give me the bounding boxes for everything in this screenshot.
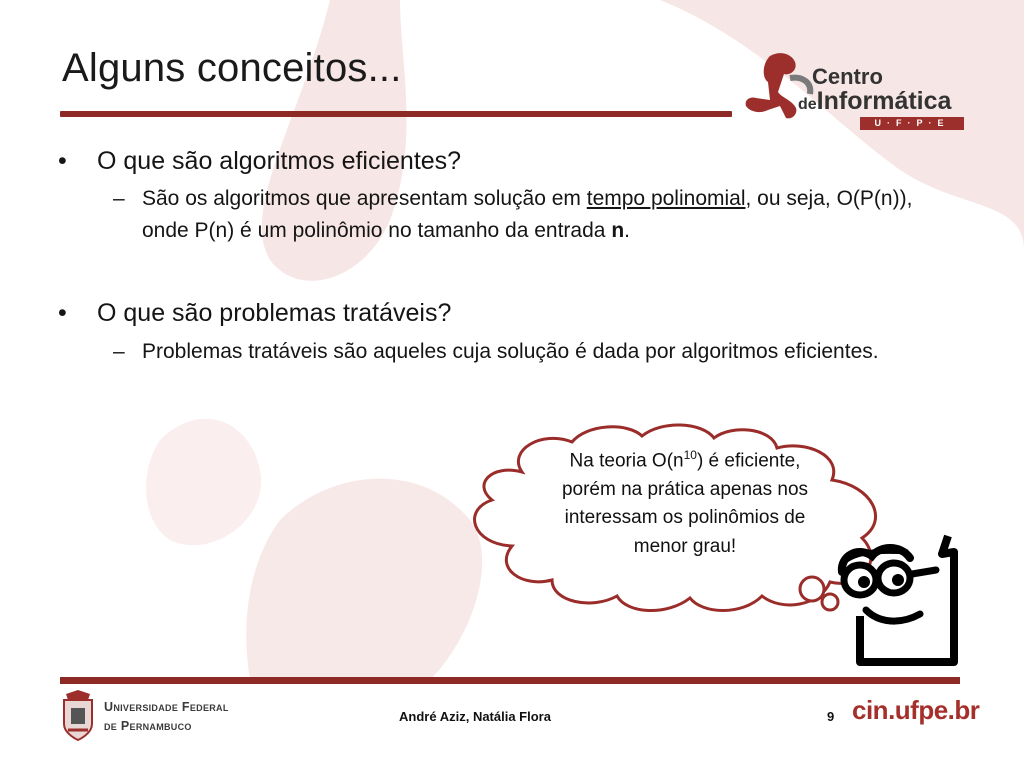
university-name	[104, 698, 229, 737]
thought-cloud-text	[520, 446, 850, 561]
bullet-item	[56, 298, 956, 329]
sub-bullet-item	[56, 336, 956, 368]
logo-informatica: Informática	[816, 87, 952, 115]
sub-bullet-symbol: –	[113, 339, 125, 363]
sub-text-part3: .	[624, 218, 630, 242]
thought-line1-prefix: Na teoria O(n	[569, 450, 684, 472]
thought-line4: menor grau!	[633, 535, 737, 557]
title-underline	[60, 111, 732, 117]
cin-emblem-icon	[740, 48, 820, 128]
ufpe-crest-icon	[60, 690, 96, 742]
university-line2: de Pernambuco	[104, 719, 192, 734]
sub-text: Problemas tratáveis são aqueles cuja solução é dada por algoritmos eficientes.	[142, 339, 879, 363]
sub-text-part2: , ou seja, O(P(n)), onde P(n) é um polinômio no tamanho da entrada	[142, 187, 913, 242]
footer-authors: André Aziz, Natália Flora	[399, 709, 551, 724]
slide-content	[56, 146, 956, 367]
footer-rule	[60, 677, 960, 684]
sub-bullet-item	[56, 183, 956, 246]
thought-line2: porém na prática apenas nos	[561, 478, 809, 500]
bullet-symbol: •	[58, 299, 67, 328]
ufpe-logo	[60, 690, 260, 742]
bullet-item	[56, 146, 956, 177]
sub-text-bold-n: n	[611, 218, 625, 242]
thought-line1-suffix: ) é eficiente,	[696, 450, 801, 472]
page-number: 9	[827, 709, 835, 724]
slide-title: Alguns conceitos...	[62, 46, 402, 90]
logo-ufpe-bar: U·F·P·E	[860, 117, 964, 130]
logo-line1: Centro	[812, 64, 883, 89]
bullet-text: O que são problemas tratáveis?	[97, 299, 452, 328]
logo-line2	[798, 89, 951, 114]
university-line1: Universidade Federal	[104, 700, 229, 714]
logo-de: de	[798, 96, 817, 113]
cin-url-logo: cin.ufpe.br	[852, 695, 980, 725]
sub-text-part1: São os algoritmos que apresentam solução em	[142, 187, 587, 211]
thought-line3: interessam os polinômios de	[564, 507, 806, 529]
bullet-text: O que são algoritmos eficientes?	[97, 147, 462, 175]
cin-logo	[740, 48, 970, 128]
sub-bullet-symbol: –	[113, 187, 125, 211]
tempo-polinomial-link[interactable]: tempo polinomial	[586, 187, 746, 211]
bullet-symbol: •	[58, 147, 67, 175]
thinking-face-icon	[836, 532, 968, 666]
thought-exponent: 10	[683, 448, 697, 462]
